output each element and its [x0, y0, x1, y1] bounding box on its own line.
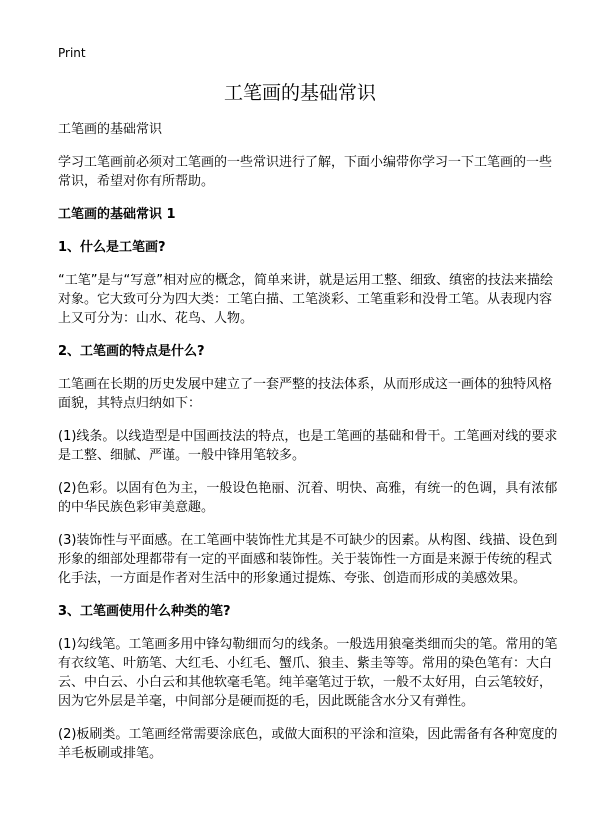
question-1-heading: 1、什么是工笔画?: [58, 240, 166, 255]
section-heading: 工笔画的基础常识 1: [58, 207, 176, 222]
article-body: [58, 120, 558, 777]
print-label: Print: [58, 46, 86, 60]
question-2-paragraph: (1)线条。以线造型是中国画技法的特点，也是工笔画的基础和骨干。工笔画对线的要求是工整、细腻、严谨。一般中锋用笔较多。: [58, 429, 558, 463]
article-subtitle: 工笔画的基础常识: [58, 122, 163, 137]
intro-paragraph: 学习工笔画前必须对工笔画的一些常识进行了解，下面小编带你学习一下工笔画的一些常识，希望对你有所帮助。: [58, 155, 553, 189]
question-1-paragraph: “工笔”是与“写意”相对应的概念，简单来讲，就是运用工整、细致、缜密的技法来描绘对象。它大致可分为四大类：工笔白描、工笔淡彩、工笔重彩和没骨工笔。从表现内容上又可分为：山水、花鸟、人物。: [58, 273, 553, 326]
document-title: 工笔画的基础常识: [223, 82, 376, 104]
question-2-paragraph: (2)色彩。以固有色为主，一般设色艳丽、沉着、明快、高雅，有统一的色调，具有浓郁的中华民族色彩审美意趣。: [58, 481, 558, 515]
question-3-heading: 3、工笔画使用什么种类的笔?: [58, 604, 231, 619]
question-3-paragraph: (2)板刷类。工笔画经常需要涂底色，或做大面积的平涂和渲染，因此需备有各种宽度的羊毛板刷或排笔。: [58, 727, 558, 761]
question-3-paragraph: (1)勾线笔。工笔画多用中锋勾勒细而匀的线条。一般选用狼毫类细而尖的笔。常用的笔有衣纹笔、叶筋笔、大红毛、小红毛、蟹爪、狼圭、紫圭等等。常用的染色笔有：大白云、中白云、小白云和其他软毫毛笔。纯羊毫笔过于软，一般不太好用，白云笔较好，因为它外层是羊毫，中间部分是硬而挺的毛，因此既能含水分又有弹性。: [58, 637, 558, 709]
question-2-paragraph: (3)装饰性与平面感。在工笔画中装饰性尤其是不可缺少的因素。从构图、线描、设色到形象的细部处理都带有一定的平面感和装饰性。关于装饰性一方面是来源于传统的程式化手法，一方面是作者对生活中的形象通过提炼、夸张、创造而形成的美感效果。: [58, 533, 558, 586]
question-2-heading: 2、工笔画的特点是什么?: [58, 344, 205, 359]
question-2-paragraph: 工笔画在长期的历史发展中建立了一套严整的技法体系，从而形成这一画体的独特风格面貌，其特点归纳如下：: [58, 377, 553, 411]
